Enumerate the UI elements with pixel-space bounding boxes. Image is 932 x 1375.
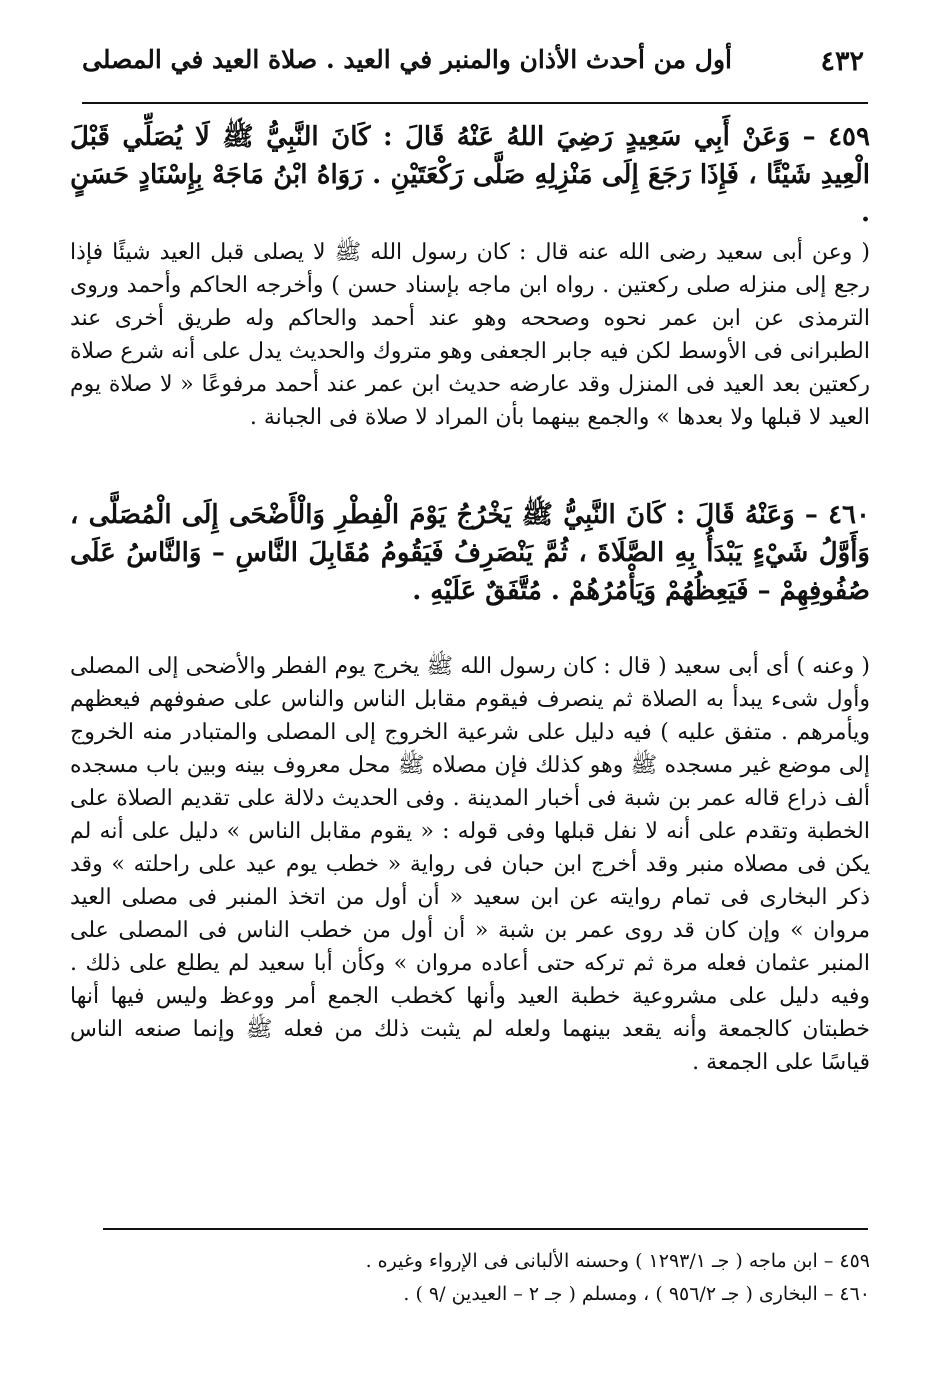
footnote-divider (103, 1228, 868, 1230)
footnotes (120, 1245, 870, 1311)
commentary-459-text: ( وعن أبى سعيد رضى الله عنه قال : كان رسول الله ﷺ لا يصلى قبل العيد شيئًا فإذا رجع إلى منزله صلى ركعتين . رواه ابن ماجه بإسناد حسن ) وأخرجه الحاكم وأحمد وروى الترمذى عن ابن عمر نحوه وصححه وهو عند أحمد والحاكم وله طريق أخرى عند الطبرانى فى الأوسط لكن فيه جابر الجعفى وهو متروك والحديث يدل على أنه شرع صلاة ركعتين بعد العيد فى المنزل وقد عارضه حديث ابن عمر عند أحمد مرفوعًا « لا صلاة يوم العيد لا قبلها ولا بعدها » والجمع بينهما بأن المراد لا صلاة فى الجبانة . (70, 240, 870, 430)
hadith-460-text: ٤٦٠ – وَعَنْهُ قَالَ : كَانَ النَّبِيُّ ﷺ يَخْرُجُ يَوْمَ الْفِطْرِ وَالْأَضْحَى إِلَى الْمُصَلَّى ، وَأَوَّلُ شَيْءٍ يَبْدَأُ بِهِ الصَّلَاةَ ، ثُمَّ يَنْصَرِفُ فَيَقُومُ مُقَابِلَ النَّاسِ – وَالنَّاسُ عَلَى صُفُوفِهِمْ – فَيَعِظُهُمْ وَيَأْمُرُهُمْ . مُتَّفَقٌ عَلَيْهِ . (70, 500, 870, 606)
hadith-459-text: ٤٥٩ – وَعَنْ أَبِي سَعِيدٍ رَضِيَ اللهُ عَنْهُ قَالَ : كَانَ النَّبِيُّ ﷺ لَا يُصَلِّي قَبْلَ الْعِيدِ شَيْئًا ، فَإِذَا رَجَعَ إِلَى مَنْزِلِهِ صَلَّى رَكْعَتَيْنِ . رَوَاهُ ابْنُ مَاجَهْ بِإِسْنَادٍ حَسَنٍ . (70, 122, 870, 228)
commentary-460-text: ( وعنه ) أى أبى سعيد ( قال : كان رسول الله ﷺ يخرج يوم الفطر والأضحى إلى المصلى وأول شىء يبدأ به الصلاة ثم ينصرف فيقوم مقابل الناس والناس على صفوفهم فيعظهم ويأمرهم . متفق عليه ) فيه دليل على شرعية الخروج إلى المصلى والمتبادر منه الخروج إلى موضع غير مسجده ﷺ وهو كذلك فإن مصلاه ﷺ محل معروف بينه وبين باب مسجده ألف ذراع قاله عمر بن شبة فى أخبار المدينة . وفى الحديث دلالة على تقديم الصلاة على الخطبة وتقدم على أنه لا نفل قبلها وفى قوله : « يقوم مقابل الناس » دليل على أنه لم يكن فى مصلاه منبر وقد أخرج ابن حبان فى رواية « خطب يوم عيد على راحلته » وقد ذكر البخارى فى تمام روايته عن ابن سعيد « أن أول من اتخذ المنبر فى مصلى العيد مروان » وإن كان قد روى عمر بن شبة « أن أول من خطب الناس فى المصلى على المنبر عثمان فعله مرة ثم تركه حتى أعاده مروان » وكأن أبا سعيد لم يطلع على ذلك . وفيه دليل على مشروعية خطبة العيد وأنها كخطب الجمع أمر ووعظ وليس فيها أنها خطبتان كالجمعة وأنه يقعد بينهما ولعله لم يثبت ذلك من فعله ﷺ وإنما صنعه الناس قياسًا على الجمعة . (70, 654, 870, 1075)
page-header (82, 40, 868, 104)
running-title: أول من أحدث الأذان والمنبر في العيد . صلاة العيد في المصلى (82, 45, 732, 74)
footnote-459: ٤٥٩ – ابن ماجه ( جـ ١٢٩٣/١ ) وحسنه الألبانى فى الإرواء وغيره . (365, 1250, 870, 1272)
footnote-460: ٤٦٠ – البخارى ( جـ ٩٥٦/٢ ) ، ومسلم ( جـ ٢ – العيدين /٩ ) . (403, 1283, 870, 1305)
page-number: ٤٣٢ (820, 46, 864, 77)
